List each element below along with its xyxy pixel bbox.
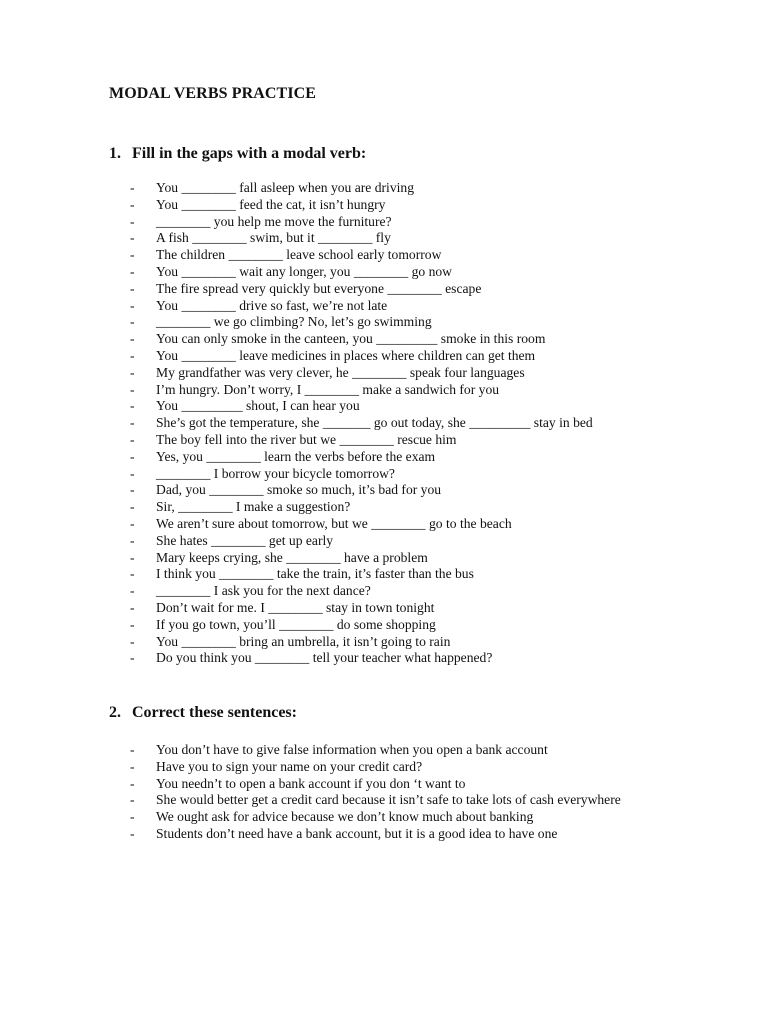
section-1-number: 1. <box>109 145 121 162</box>
list-item <box>130 214 660 231</box>
exercise-sentence: You ________ bring an umbrella, it isn’t going to rain <box>156 633 451 649</box>
bullet-dash: - <box>130 415 135 431</box>
bullet-dash: - <box>130 616 135 632</box>
list-item <box>130 314 660 331</box>
bullet-dash: - <box>130 515 135 531</box>
list-item <box>130 792 660 809</box>
bullet-dash: - <box>130 758 135 774</box>
bullet-dash: - <box>130 482 135 498</box>
list-item <box>130 382 660 399</box>
exercise-sentence: Don’t wait for me. I ________ stay in town tonight <box>156 599 435 615</box>
exercise-sentence: You don’t have to give false information when you open a bank account <box>156 742 548 757</box>
exercise-sentence: The boy fell into the river but we ________ rescue him <box>156 431 457 447</box>
bullet-dash: - <box>130 532 135 548</box>
bullet-dash: - <box>130 263 135 279</box>
bullet-dash: - <box>130 364 135 380</box>
exercise-sentence: A fish ________ swim, but it ________ fly <box>156 230 391 246</box>
list-item <box>130 516 660 533</box>
list-item <box>130 617 660 634</box>
section-2-heading <box>109 704 297 722</box>
list-item <box>130 264 660 281</box>
list-item <box>130 650 660 667</box>
bullet-dash: - <box>130 297 135 313</box>
list-item <box>130 449 660 466</box>
bullet-dash: - <box>130 775 135 791</box>
bullet-dash: - <box>130 431 135 447</box>
list-item <box>130 583 660 600</box>
bullet-dash: - <box>130 825 135 841</box>
exercise-sentence: ________ I borrow your bicycle tomorrow? <box>156 465 395 481</box>
bullet-dash: - <box>130 180 135 195</box>
bullet-dash: - <box>130 650 135 666</box>
exercise-sentence: You can only smoke in the canteen, you _________ smoke in this room <box>156 331 546 347</box>
exercise-sentence: The children ________ leave school early tomorrow <box>156 247 442 263</box>
bullet-dash: - <box>130 280 135 296</box>
bullet-dash: - <box>130 792 135 808</box>
list-item <box>130 298 660 315</box>
exercise-sentence: My grandfather was very clever, he ________ speak four languages <box>156 364 525 380</box>
exercise-sentence: Mary keeps crying, she ________ have a problem <box>156 549 428 565</box>
bullet-dash: - <box>130 465 135 481</box>
list-item <box>130 197 660 214</box>
bullet-dash: - <box>130 583 135 599</box>
bullet-dash: - <box>130 196 135 212</box>
exercise-sentence: Yes, you ________ learn the verbs before the exam <box>156 448 436 464</box>
exercise-sentence: You _________ shout, I can hear you <box>156 398 360 414</box>
section-2-number: 2. <box>109 704 121 721</box>
exercise-sentence: I’m hungry. Don’t worry, I ________ make a sandwich for you <box>156 381 500 397</box>
document-title: MODAL VERBS PRACTICE <box>109 85 317 102</box>
bullet-dash: - <box>130 633 135 649</box>
bullet-dash: - <box>130 230 135 246</box>
list-item <box>130 550 660 567</box>
bullet-dash: - <box>130 599 135 615</box>
exercise-sentence: You ________ fall asleep when you are driving <box>156 180 414 195</box>
bullet-dash: - <box>130 381 135 397</box>
bullet-dash: - <box>130 213 135 229</box>
exercise-sentence: Sir, ________ I make a suggestion? <box>156 499 351 515</box>
list-item <box>130 634 660 651</box>
exercise-sentence: She would better get a credit card because it isn’t safe to take lots of cash everywhere <box>156 792 621 808</box>
list-item <box>130 533 660 550</box>
list-item <box>130 365 660 382</box>
exercise-sentence: She’s got the temperature, she _______ go out today, she _________ stay in bed <box>156 415 593 431</box>
exercise-sentence: ________ you help me move the furniture? <box>156 213 392 229</box>
bullet-dash: - <box>130 314 135 330</box>
section-2-title: Correct these sentences: <box>132 704 297 721</box>
list-item <box>130 742 660 759</box>
list-item <box>130 281 660 298</box>
exercise-sentence: Students don’t need have a bank account, but it is a good idea to have one <box>156 825 558 841</box>
list-item <box>130 826 660 843</box>
bullet-dash: - <box>130 809 135 825</box>
bullet-dash: - <box>130 247 135 263</box>
fill-in-gaps-list <box>130 180 660 667</box>
bullet-dash: - <box>130 566 135 582</box>
list-item <box>130 482 660 499</box>
list-item <box>130 331 660 348</box>
exercise-sentence: We ought ask for advice because we don’t know much about banking <box>156 809 534 825</box>
list-item <box>130 776 660 793</box>
list-item <box>130 247 660 264</box>
bullet-dash: - <box>130 347 135 363</box>
exercise-sentence: I think you ________ take the train, it’s faster than the bus <box>156 566 474 582</box>
exercise-sentence: Have you to sign your name on your credit card? <box>156 758 423 774</box>
list-item <box>130 415 660 432</box>
bullet-dash: - <box>130 742 135 757</box>
list-item <box>130 466 660 483</box>
list-item <box>130 348 660 365</box>
exercise-sentence: She hates ________ get up early <box>156 532 334 548</box>
bullet-dash: - <box>130 398 135 414</box>
list-item <box>130 809 660 826</box>
list-item <box>130 180 660 197</box>
correct-sentences-list <box>130 742 660 843</box>
bullet-dash: - <box>130 499 135 515</box>
exercise-sentence: You needn’t to open a bank account if you don ‘t want to <box>156 775 466 791</box>
exercise-sentence: You ________ leave medicines in places where children can get them <box>156 347 536 363</box>
exercise-sentence: ________ we go climbing? No, let’s go swimming <box>156 314 432 330</box>
exercise-sentence: If you go town, you’ll ________ do some shopping <box>156 616 436 632</box>
exercise-sentence: You ________ feed the cat, it isn’t hungry <box>156 196 386 212</box>
list-item <box>130 499 660 516</box>
list-item <box>130 230 660 247</box>
list-item <box>130 432 660 449</box>
list-item <box>130 759 660 776</box>
bullet-dash: - <box>130 448 135 464</box>
exercise-sentence: We aren’t sure about tomorrow, but we ________ go to the beach <box>156 515 512 531</box>
bullet-dash: - <box>130 549 135 565</box>
exercise-sentence: Do you think you ________ tell your teacher what happened? <box>156 650 493 666</box>
exercise-sentence: ________ I ask you for the next dance? <box>156 583 371 599</box>
exercise-sentence: You ________ drive so fast, we’re not late <box>156 297 388 313</box>
section-1-title: Fill in the gaps with a modal verb: <box>132 145 367 162</box>
section-1-heading <box>109 145 366 163</box>
list-item <box>130 600 660 617</box>
list-item <box>130 398 660 415</box>
bullet-dash: - <box>130 331 135 347</box>
exercise-sentence: Dad, you ________ smoke so much, it’s bad for you <box>156 482 442 498</box>
list-item <box>130 566 660 583</box>
exercise-sentence: The fire spread very quickly but everyone ________ escape <box>156 280 482 296</box>
exercise-sentence: You ________ wait any longer, you ________ go now <box>156 263 452 279</box>
